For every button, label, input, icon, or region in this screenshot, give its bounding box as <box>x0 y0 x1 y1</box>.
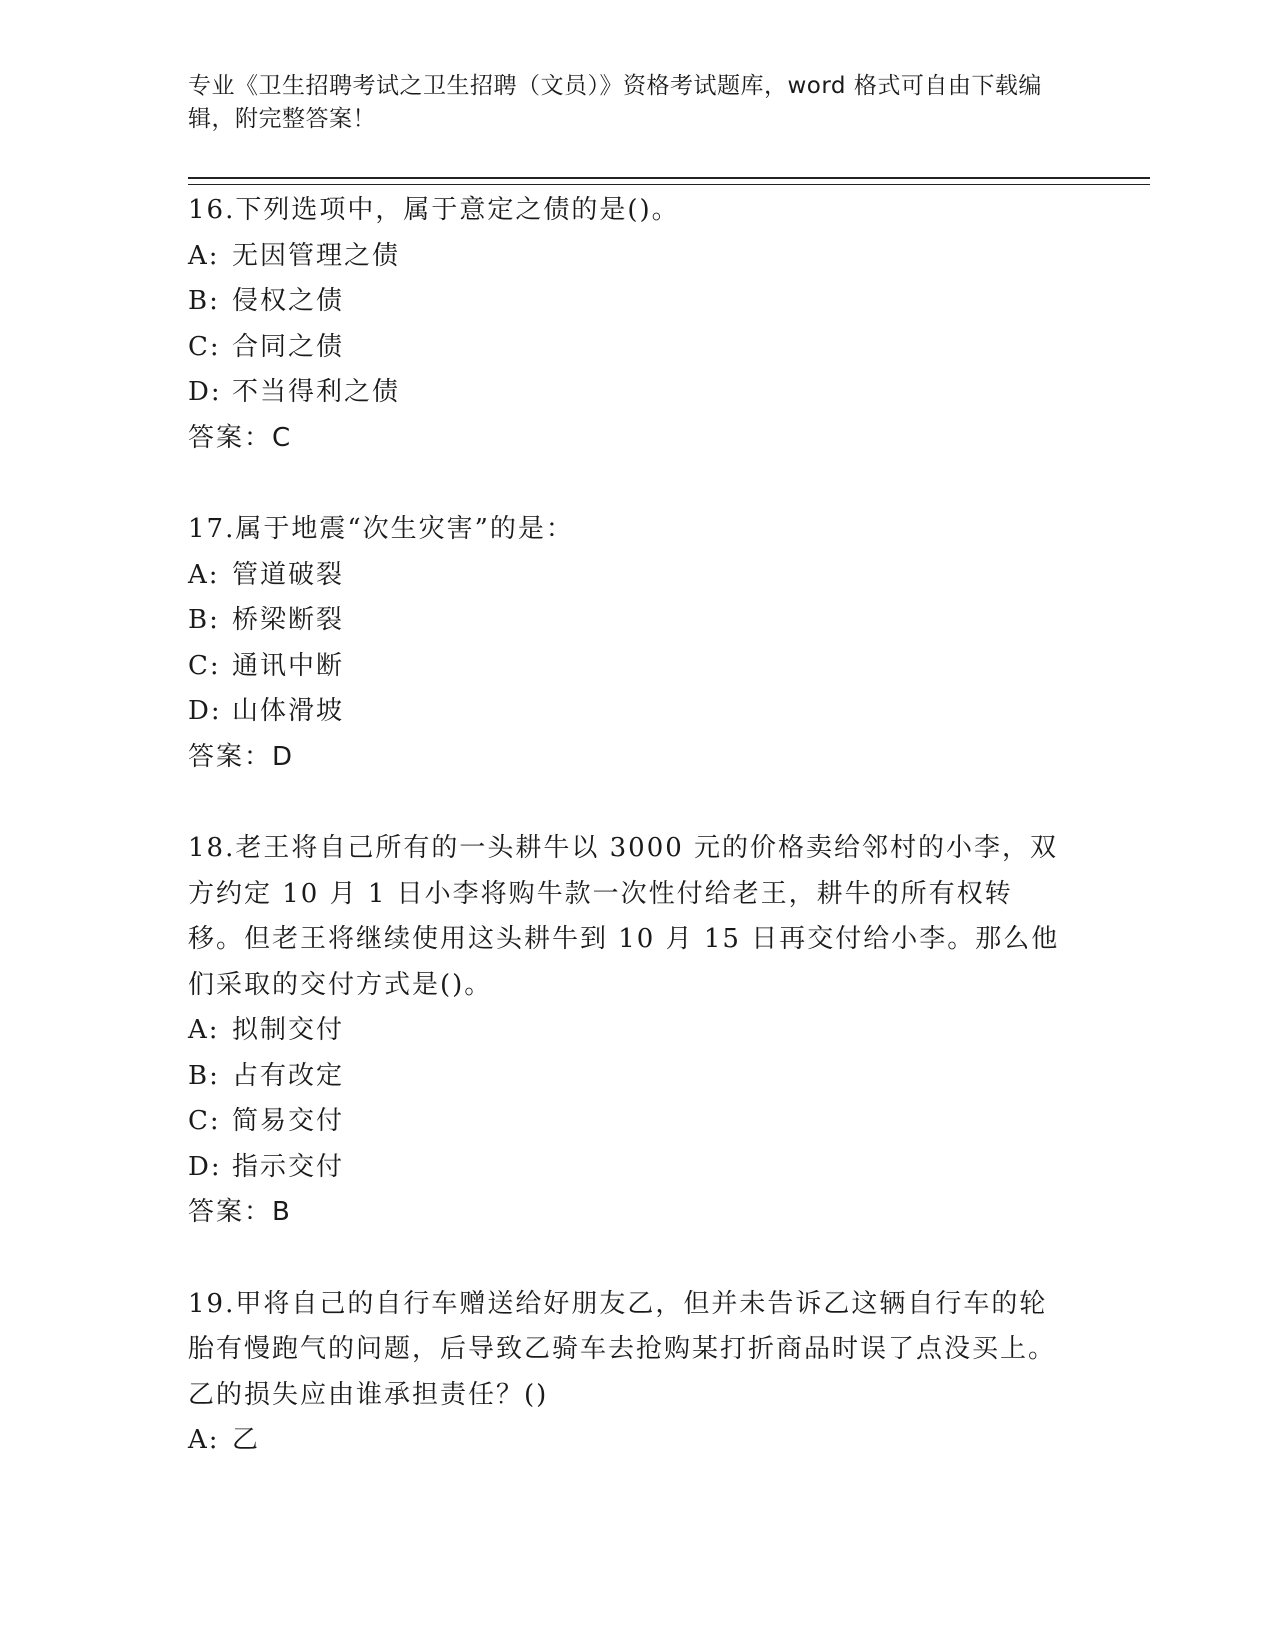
question-list <box>188 188 1068 1510</box>
option-letter: D: <box>188 377 222 407</box>
question-18 <box>188 826 1068 1236</box>
option-text: 管道破裂 <box>232 559 345 590</box>
option-letter: C: <box>188 1106 221 1136</box>
option-a <box>188 234 1068 280</box>
header-divider <box>188 177 1150 185</box>
option-letter: B: <box>188 286 220 316</box>
option-c <box>188 325 1068 371</box>
option-letter: C: <box>188 331 221 362</box>
document-header <box>188 70 1068 136</box>
option-text: 拟制交付 <box>232 1015 345 1045</box>
option-c <box>188 1099 1068 1145</box>
answer-line: 答案：C <box>188 422 293 453</box>
question-16 <box>188 188 1068 461</box>
question-17 <box>188 507 1068 780</box>
option-text: 无因管理之债 <box>232 240 401 271</box>
option-d <box>188 689 1068 735</box>
option-letter: A: <box>188 1425 220 1455</box>
question-stem: 17.属于地震“次生灾害”的是： <box>188 514 574 544</box>
option-text: 桥梁断裂 <box>232 605 345 635</box>
option-d <box>188 370 1068 416</box>
option-letter: A: <box>188 240 220 271</box>
option-letter: B: <box>188 605 220 635</box>
option-c <box>188 644 1068 690</box>
option-text: 指示交付 <box>232 1151 345 1182</box>
option-text: 通讯中断 <box>232 650 345 681</box>
option-letter: A: <box>188 559 220 590</box>
option-text: 山体滑坡 <box>232 696 345 726</box>
option-text: 侵权之债 <box>232 286 345 316</box>
option-text: 不当得利之债 <box>232 377 401 407</box>
option-letter: D: <box>188 1151 222 1182</box>
option-a <box>188 553 1068 599</box>
option-text: 简易交付 <box>232 1106 345 1136</box>
option-letter: A: <box>188 1015 220 1045</box>
option-b <box>188 598 1068 644</box>
question-stem: 18.老王将自己所有的一头耕牛以 3000 元的价格卖给邻村的小李，双方约定 10 月 1 日小李将购牛款一次性付给老王，耕牛的所有权转移。但老王将继续使用这头耕牛到 10 月 15 日再交付给小李。那么他们采取的交付方式是()。 <box>188 833 1060 1000</box>
option-letter: B: <box>188 1060 220 1091</box>
option-text: 占有改定 <box>232 1060 345 1091</box>
question-stem: 19.甲将自己的自行车赠送给好朋友乙，但并未告诉乙这辆自行车的轮胎有慢跑气的问题，后导致乙骑车去抢购某打折商品时误了点没买上。乙的损失应由谁承担责任？() <box>188 1288 1057 1410</box>
option-b <box>188 279 1068 325</box>
option-text: 合同之债 <box>232 331 345 362</box>
header-text: 专业《卫生招聘考试之卫生招聘（文员）》资格考试题库，word 格式可自由下载编辑，附完整答案！ <box>188 73 1042 132</box>
question-19 <box>188 1282 1068 1464</box>
option-a <box>188 1008 1068 1054</box>
answer-line: 答案：B <box>188 1197 292 1227</box>
answer-line: 答案：D <box>188 741 295 772</box>
question-stem: 16.下列选项中，属于意定之债的是()。 <box>188 195 680 225</box>
option-text: 乙 <box>232 1425 261 1455</box>
option-b <box>188 1054 1068 1100</box>
option-a <box>188 1418 1068 1464</box>
option-letter: D: <box>188 696 222 726</box>
option-letter: C: <box>188 650 221 681</box>
option-d <box>188 1145 1068 1191</box>
